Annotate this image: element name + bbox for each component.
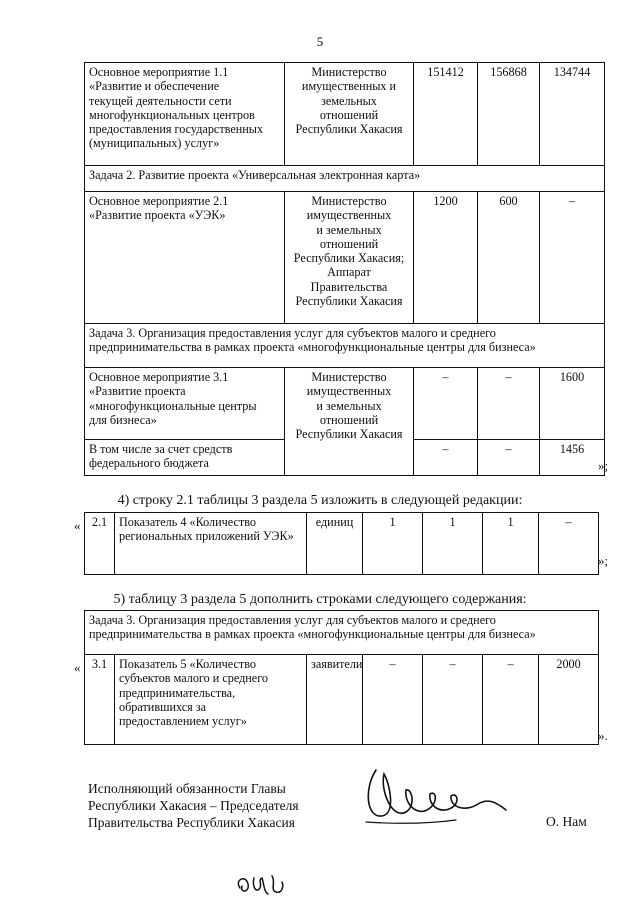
signatory-name: О. Нам xyxy=(546,814,587,829)
signatory-title: Исполняющий обязанности Главы Республики Хакасия – Председателя Правительства Республики Хакасия xyxy=(88,781,299,830)
handwritten-mark xyxy=(232,870,292,898)
closing-quote: »; xyxy=(598,553,609,568)
indicator-name-cell: Показатель 4 «Количество региональных приложений УЭК» xyxy=(115,513,307,575)
value-cell: – xyxy=(483,655,539,745)
task-row xyxy=(85,324,605,368)
value-cell: – xyxy=(423,655,483,745)
row-number-cell: 2.1 xyxy=(85,513,115,575)
value-cell: – xyxy=(540,192,605,324)
value-cell: 600 xyxy=(478,192,540,324)
activity-name-cell: Основное мероприятие 1.1 «Развитие и обеспечение текущей деятельности сети многофункциональных центров предоставления государственных (муниципальных) услуг» xyxy=(85,63,285,166)
program-table xyxy=(84,62,605,476)
indicator-task-table xyxy=(84,610,599,745)
activity-name-cell: В том числе за счет средств федерального бюджета xyxy=(85,440,285,476)
activity-name-cell: Основное мероприятие 3.1 «Развитие проекта «многофункциональные центры для бизнеса» xyxy=(85,368,285,440)
value-cell: 1200 xyxy=(414,192,478,324)
value-cell: 1600 xyxy=(540,368,605,440)
handwritten-signature xyxy=(356,760,516,830)
value-cell: – xyxy=(478,440,540,476)
task-3-heading: Задача 3. Организация предоставления услуг для субъектов малого и среднего предпринимательства в рамках проекта «многофункциональные центры для бизнеса» xyxy=(85,611,599,655)
value-cell: 1 xyxy=(483,513,539,575)
table-row xyxy=(85,368,605,440)
value-cell: 1 xyxy=(423,513,483,575)
task-row xyxy=(85,166,605,192)
indicator-name-cell: Показатель 5 «Количество субъектов малого и среднего предпринимательства, обратившихся за предоставлением услуг» xyxy=(115,655,307,745)
value-cell: – xyxy=(414,368,478,440)
task-row xyxy=(85,611,599,655)
value-cell: 156868 xyxy=(478,63,540,166)
opening-quote: « xyxy=(74,660,81,675)
item-5-text: 5) таблицу 3 раздела 5 дополнить строками следующего содержания: xyxy=(113,592,527,607)
item-4-text: 4) строку 2.1 таблицы 3 раздела 5 изложить в следующей редакции: xyxy=(117,493,523,508)
value-cell: 134744 xyxy=(540,63,605,166)
executor-cell: Министерство имущественных и земельных отношений Республики Хакасия; Аппарат Правительства Республики Хакасия xyxy=(285,192,414,324)
value-cell: 2000 xyxy=(539,655,599,745)
indicator-table xyxy=(84,512,599,575)
table-row xyxy=(85,192,605,324)
task-2-heading: Задача 2. Развитие проекта «Универсальная электронная карта» xyxy=(85,166,605,192)
closing-quote: »; xyxy=(598,458,609,473)
table-row xyxy=(85,655,599,745)
page-number: 5 xyxy=(316,34,324,49)
closing-quote: ». xyxy=(598,728,608,743)
value-cell: – xyxy=(414,440,478,476)
value-cell: – xyxy=(539,513,599,575)
unit-cell: заявители xyxy=(307,655,363,745)
table-row xyxy=(85,63,605,166)
executor-cell: Министерство имущественных и земельных отношений Республики Хакасия xyxy=(285,63,414,166)
row-number-cell: 3.1 xyxy=(85,655,115,745)
value-cell: 1 xyxy=(363,513,423,575)
value-cell: 151412 xyxy=(414,63,478,166)
value-cell: 1456 xyxy=(540,440,605,476)
unit-cell: единиц xyxy=(307,513,363,575)
activity-name-cell: Основное мероприятие 2.1 «Развитие проекта «УЭК» xyxy=(85,192,285,324)
opening-quote: « xyxy=(74,518,81,533)
executor-cell: Министерство имущественных и земельных отношений Республики Хакасия xyxy=(285,368,414,476)
task-3-heading: Задача 3. Организация предоставления услуг для субъектов малого и среднего предпринимательства в рамках проекта «многофункциональные центры для бизнеса» xyxy=(85,324,605,368)
value-cell: – xyxy=(363,655,423,745)
table-row xyxy=(85,513,599,575)
value-cell: – xyxy=(478,368,540,440)
